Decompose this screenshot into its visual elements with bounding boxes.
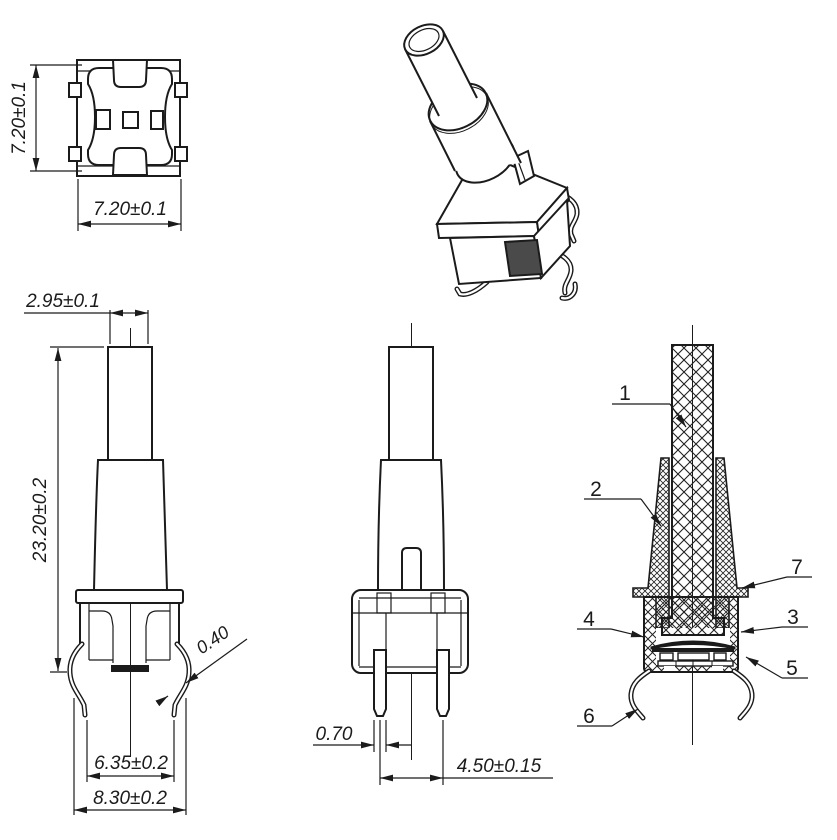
dim-top-width bbox=[78, 179, 181, 231]
section-plunger bbox=[662, 345, 724, 635]
dim-pin-width-label: 0.70 bbox=[315, 724, 353, 745]
callout-2-label: 2 bbox=[590, 478, 602, 501]
section-view bbox=[577, 325, 812, 745]
dim-outer-span-label: 8.30±0.2 bbox=[93, 788, 167, 809]
callout-6-label: 6 bbox=[583, 705, 595, 728]
top-view-lug bbox=[69, 147, 81, 161]
dim-top-width-label: 7.20±0.1 bbox=[93, 199, 167, 220]
top-view-lug bbox=[175, 83, 187, 97]
callout-3-label: 3 bbox=[787, 606, 799, 629]
callout-4-label: 4 bbox=[583, 608, 595, 631]
dim-lead-thickness-label: 0.40 bbox=[192, 621, 233, 659]
top-view-top-tab bbox=[113, 60, 147, 87]
front-flange bbox=[76, 590, 183, 603]
top-view-lug bbox=[175, 147, 187, 161]
dim-total-height bbox=[30, 347, 104, 672]
dim-shaft-width bbox=[24, 291, 148, 344]
dim-top-height-label: 7.20±0.1 bbox=[9, 81, 30, 155]
dim-pin-pitch bbox=[380, 720, 553, 785]
top-view bbox=[9, 60, 187, 231]
dim-pin-width bbox=[313, 720, 412, 752]
callout-7-label: 7 bbox=[791, 556, 803, 579]
callout-2 bbox=[584, 478, 661, 526]
top-view-bottom-tab bbox=[113, 148, 147, 175]
callout-6 bbox=[577, 705, 638, 728]
dim-shaft-width-label: 2.95±0.1 bbox=[26, 291, 100, 312]
dim-pin-pitch-label: 4.50±0.15 bbox=[456, 756, 542, 777]
callout-4 bbox=[577, 608, 644, 637]
isometric-view bbox=[399, 18, 577, 298]
front-frame bbox=[80, 603, 179, 672]
front-body bbox=[94, 460, 167, 590]
dim-inner-span-label: 6.35±0.2 bbox=[94, 753, 168, 774]
callout-5 bbox=[746, 657, 808, 680]
side-plunger bbox=[389, 347, 433, 460]
front-view bbox=[24, 291, 247, 815]
side-view bbox=[313, 323, 553, 785]
side-center-tab bbox=[402, 548, 421, 590]
iso-slot bbox=[505, 240, 542, 276]
front-legs bbox=[70, 644, 189, 715]
section-legs bbox=[631, 671, 752, 718]
side-base bbox=[352, 590, 468, 673]
callout-5-label: 5 bbox=[786, 657, 798, 680]
dim-lead-thickness bbox=[158, 622, 247, 703]
callout-1-label: 1 bbox=[619, 382, 631, 405]
front-contact-bar bbox=[111, 665, 149, 672]
callout-3 bbox=[741, 606, 808, 632]
iso-shaft bbox=[399, 18, 477, 116]
top-view-lug bbox=[69, 83, 81, 97]
dim-total-height-label: 23.20±0.2 bbox=[30, 477, 51, 563]
front-plunger bbox=[108, 347, 152, 460]
callout-7 bbox=[742, 556, 812, 588]
